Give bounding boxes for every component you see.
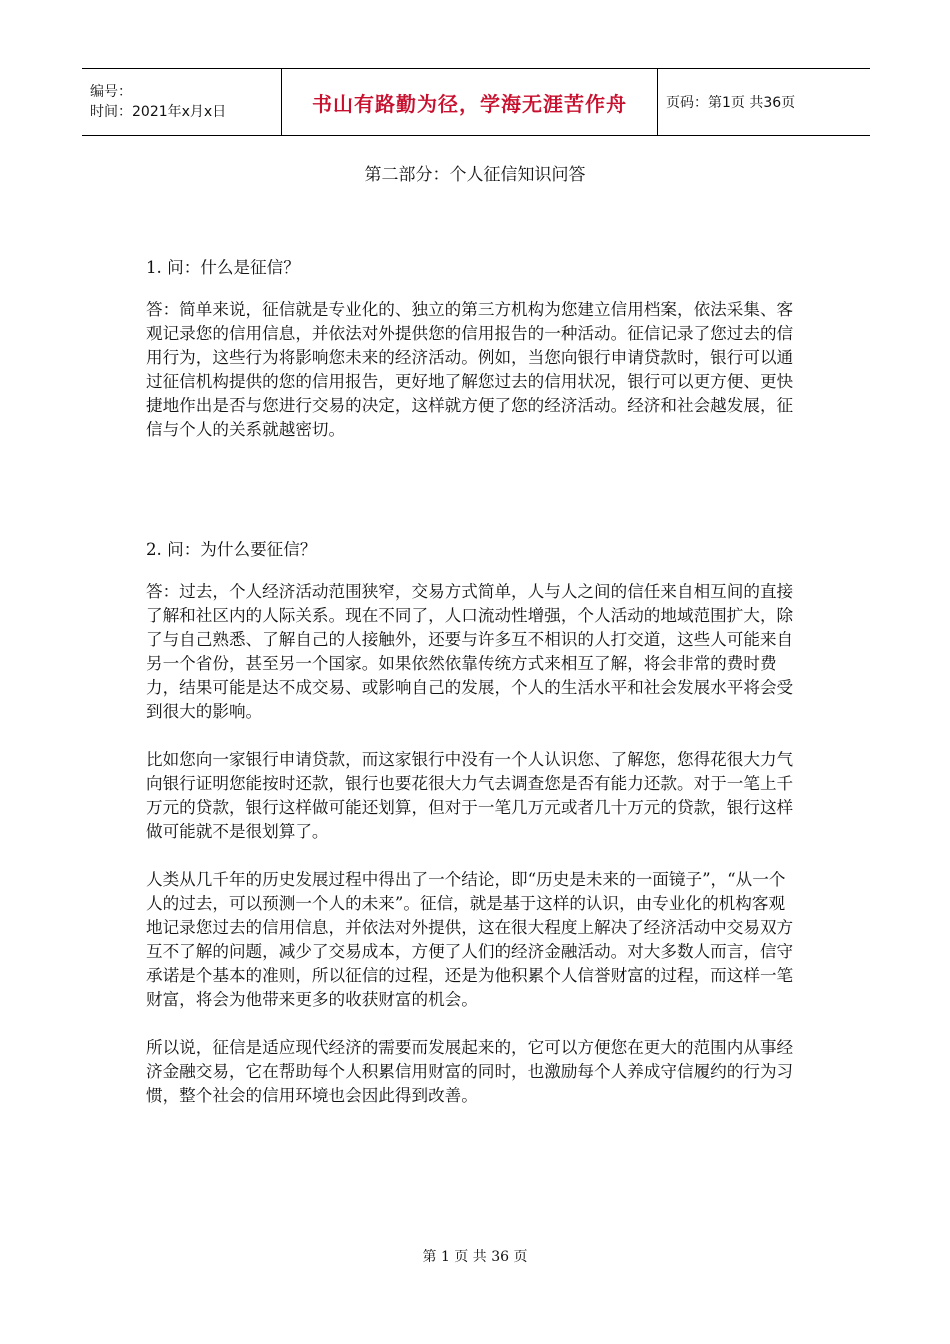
header-page-info: 页码：第1页 共36页 — [666, 95, 796, 111]
answer-2-paragraph-3: 人类从几千年的历史发展过程中得出了一个结论，即“历史是未来的一面镜子”，“从一个人的过去，可以预测一个人的未来”。征信，就是基于这样的认识，由专业化的机构客观地记录您过去的信用信息，并依法对外提供，这在很大程度上解决了经济活动中交易双方互不了解的问题，减少了交易成本，方便了人们的经济金融活动。对大多数人而言，信守承诺是个基本的准则，所以征信的过程，还是为他积累个人信誉财富的过程，而这样一笔财富，将会为他带来更多的收获财富的机会。 — [146, 870, 794, 1009]
section-spacer — [146, 466, 798, 538]
answer-1-paragraph-1: 答：简单来说，征信就是专业化的、独立的第三方机构为您建立信用档案，依法采集、客观记录您的信用信息，并依法对外提供您的信用报告的一种活动。征信记录了您过去的信用行为，这些行为将影响您未来的经济活动。例如，当您向银行申请贷款时，银行可以通过征信机构提供的您的信用报告，更好地了解您过去的信用状况，银行可以更方便、更快捷地作出是否与您进行交易的决定，这样就方便了您的经济活动。经济和社会越发展，征信与个人的关系就越密切。 — [146, 300, 794, 439]
page-footer: 第 1 页 共 36 页 — [422, 1249, 528, 1265]
page-header — [82, 68, 870, 136]
answer-2-paragraph-2: 比如您向一家银行申请贷款，而这家银行中没有一个人认识您、了解您，您得花很大力气向银行证明您能按时还款，银行也要花很大力气去调查您是否有能力还款。对于一笔上千万元的贷款，银行这样做可能还划算，但对于一笔几万元或者几十万元的贷款，银行这样做可能就不是很划算了。 — [146, 750, 794, 841]
question-1: 1. 问：什么是征信？ — [146, 258, 300, 277]
question-2: 2. 问：为什么要征信？ — [146, 540, 317, 559]
document-number-label: 编号： — [90, 84, 132, 100]
header-meta — [82, 69, 282, 135]
answer-2-paragraph-1: 答：过去，个人经济活动范围狭窄，交易方式简单，人与人之间的信任来自相互间的直接了解和社区内的人际关系。现在不同了，人口流动性增强，个人活动的地域范围扩大，除了与自己熟悉、了解自己的人接触外，还要与许多互不相识的人打交道，这些人可能来自另一个省份，甚至另一个国家。如果依然依靠传统方式来相互了解，将会非常的费时费力，结果可能是达不成交易、或影响自己的发展，个人的生活水平和社会发展水平将会受到很大的影响。 — [146, 582, 794, 721]
document-title: 第二部分：个人征信知识问答 — [364, 165, 586, 185]
answer-2-paragraph-4: 所以说，征信是适应现代经济的需要而发展起来的，它可以方便您在更大的范围内从事经济金融交易，它在帮助每个人积累信用财富的同时，也激励每个人养成守信履约的行为习惯，整个社会的信用环境也会因此得到改善。 — [146, 1038, 794, 1105]
header-motto: 书山有路勤为径，学海无涯苦作舟 — [282, 69, 658, 135]
document-body — [146, 256, 798, 1132]
document-date: 时间：2021年x月x日 — [90, 104, 227, 120]
